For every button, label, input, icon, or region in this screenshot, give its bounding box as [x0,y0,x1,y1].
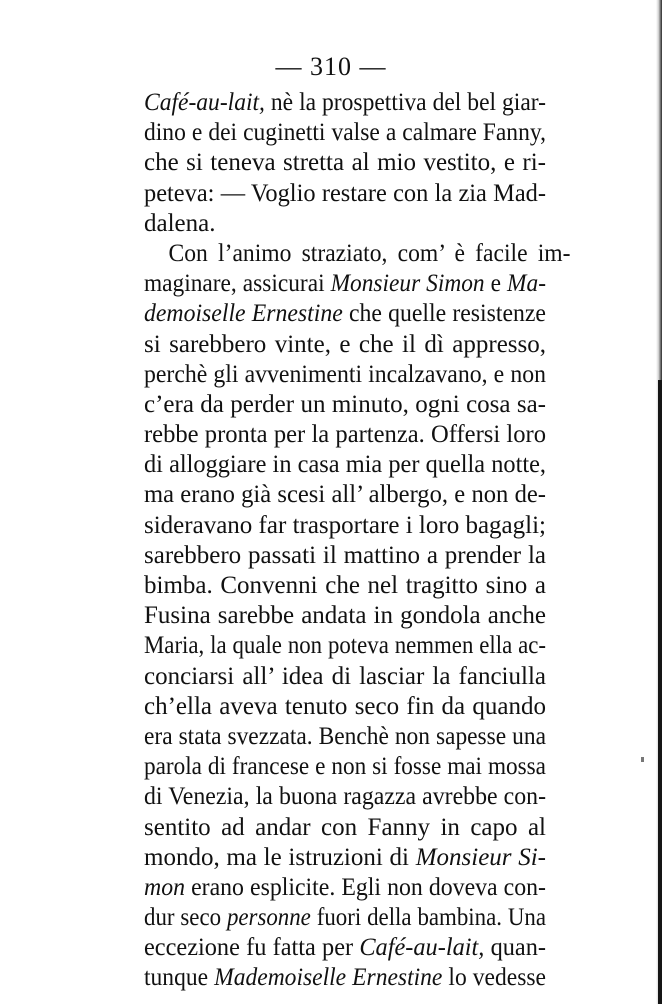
text-segment: nè la prospettiva del bel giar- [264,89,546,116]
text-segment: maginare, assicurai [144,270,331,298]
text-segment: che quelle resistenze [342,300,546,328]
text-segment: sentito ad andar con Fanny in capo al [144,813,546,841]
text-segment: tunque [144,964,215,992]
text-segment: si sarebbero vinte, e che il dì appresso, [144,330,546,358]
text-segment: mondo, ma le istruzioni di [144,843,416,871]
body-text [144,88,571,994]
italic-phrase: Mademoiselle Ernestine [214,964,443,992]
text-line [144,722,546,752]
text-segment: perchè gli avvenimenti incalzavano, e non [144,360,546,388]
text-line [144,873,546,903]
text-segment: eccezione fu fatta per [144,934,360,962]
text-segment: e [484,270,508,298]
text-segment: sideravano far trasportare i loro bagagli; [144,511,546,539]
text-line [144,541,546,571]
text-line [144,963,546,993]
text-segment: di Venezia, la buona ragazza avrebbe con- [144,783,546,811]
page-edge-dark [658,380,662,1004]
page-number: — 310 — [275,52,387,81]
text-line [144,631,546,661]
margin-speck [641,757,644,762]
italic-phrase: demoiselle Ernestine [144,300,343,328]
text-segment: di alloggiare in casa mia per quella notte, [144,451,546,479]
italic-phrase: Ma- [507,270,546,298]
text-line [144,752,546,782]
text-segment: Fusina sarebbe andata in gondola anche [144,602,546,630]
text-segment: sarebbero passati il mattino a prender la [144,541,546,569]
text-segment: Maria, la quale non poteva nemmen ella ac- [144,632,546,660]
text-segment: era stata svezzata. Benchè non sapesse una [144,722,546,750]
text-line [144,148,546,178]
text-segment: c’era da perder un minuto, ogni cosa sa- [144,390,546,418]
italic-phrase: Café-au-lait, [359,934,485,962]
text-segment: conciarsi all’ idea di lasciar la fanciulla [144,662,546,690]
text-segment: parola di francese e non si fosse mai mossa [144,753,546,781]
text-segment: Con l’animo straziato, com’ è facile im- [168,239,571,267]
text-line [144,601,546,631]
text-line [144,571,546,601]
text-line [144,692,546,722]
text-line [144,118,546,148]
text-line [144,360,546,390]
text-segment: bimba. Convenni che nel tragitto sino a [144,572,546,599]
text-segment: erano esplicite. Egli non doveva con- [185,873,546,901]
text-line [144,390,546,420]
text-line [144,88,546,118]
text-line [144,813,546,843]
italic-phrase: Monsieur Si- [415,843,546,871]
text-segment: dalena. [144,209,216,237]
text-line [144,843,546,873]
text-segment: ch’ella aveva tenuto seco fin da quando [144,692,546,720]
text-line [144,903,546,933]
text-segment: ma erano già scesi all’ albergo, e non de- [144,481,546,509]
text-line [144,450,546,480]
text-line [144,420,546,450]
text-line [144,480,546,510]
text-segment: che si teneva stretta al mio vestito, e ri- [144,149,546,177]
text-line [144,239,571,269]
text-segment: quan- [484,934,546,962]
text-line [144,179,546,209]
text-segment: fuori della bambina. Una [310,904,546,932]
italic-phrase: mon [144,873,186,901]
text-line [144,269,546,299]
text-segment: lo vedesse [442,964,546,992]
text-line [144,662,546,692]
text-segment: dur seco [144,904,227,932]
italic-phrase: Café-au-lait, [144,89,265,116]
text-line [144,933,546,963]
italic-phrase: Monsieur Simon [330,270,485,298]
text-line [144,511,546,541]
text-segment: rebbe pronta per la partenza. Offersi loro [144,421,546,449]
text-segment: dino e dei cuginetti valse a calmare Fanny, [144,119,546,147]
text-line [144,782,546,812]
text-line [144,209,546,239]
text-line [144,330,546,360]
italic-phrase: personne [226,904,311,932]
text-segment: peteva: — Voglio restare con la zia Mad- [144,179,547,207]
text-line [144,299,546,329]
